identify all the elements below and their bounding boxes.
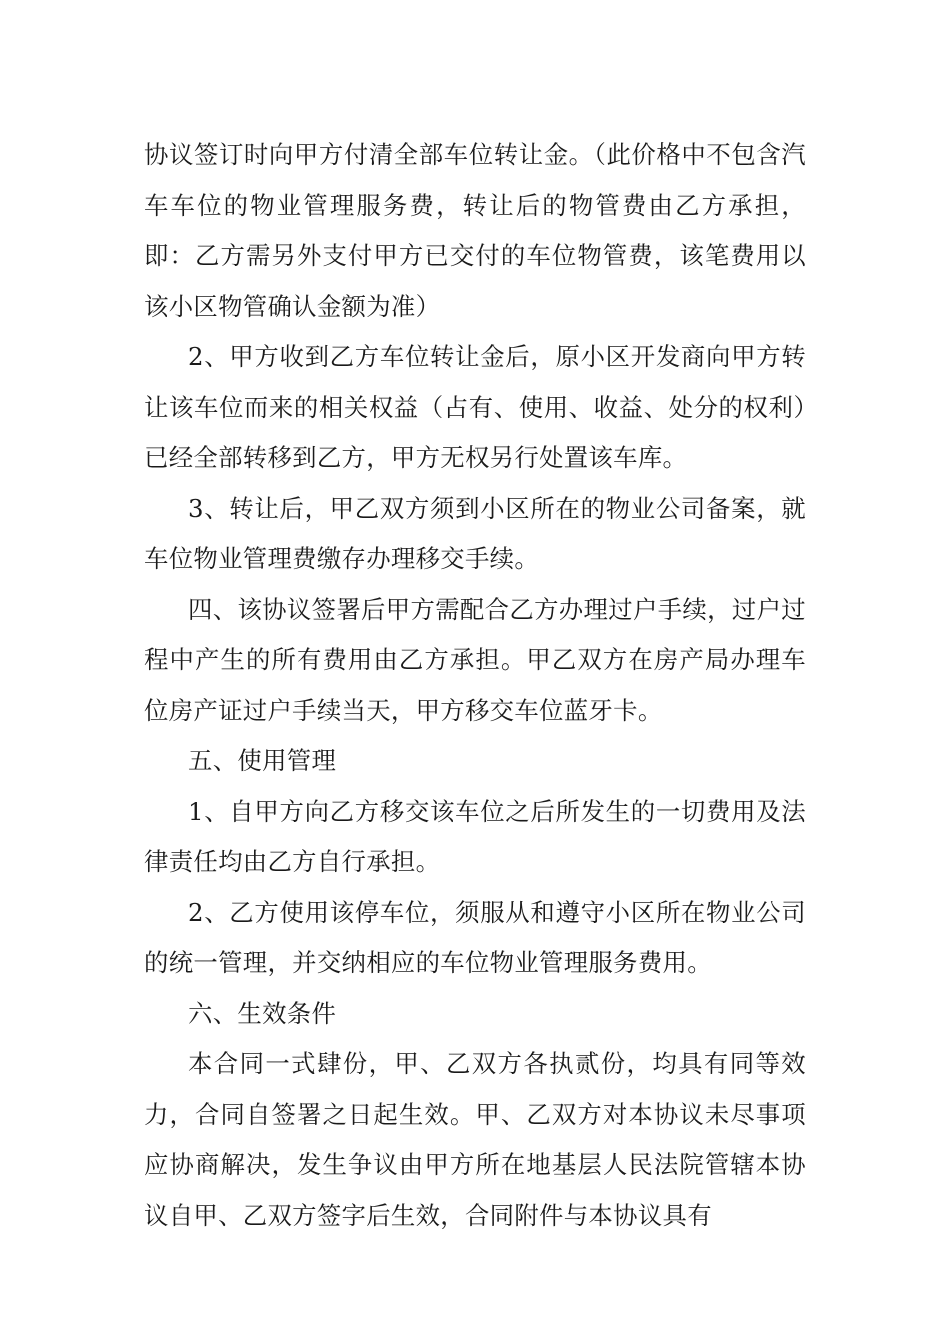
paragraph-payment-terms: 协议签订时向甲方付清全部车位转让金。（此价格中不包含汽车车位的物业管理服务费，转让后的物管费由乙方承担，即：乙方需另外支付甲方已交付的车位物管费，该笔费用以该小区物管确认金额为准） xyxy=(144,140,806,321)
heading-effective-conditions: 六、生效条件 xyxy=(188,998,337,1028)
paragraph-effective-terms: 本合同一式肆份，甲、乙双方各执贰份，均具有同等效力，合同自签署之日起生效。甲、乙双方对本协议未尽事项应协商解决，发生争议由甲方所在地基层人民法院管辖本协议自甲、乙双方签字后生效，合同附件与本协议具有 xyxy=(144,1049,806,1230)
paragraph-usage-costs: 1、自甲方向乙方移交该车位之后所发生的一切费用及法律责任均由乙方自行承担。 xyxy=(144,796,806,876)
heading-usage-management: 五、使用管理 xyxy=(188,746,337,775)
paragraph-rights-transfer: 2、甲方收到乙方车位转让金后，原小区开发商向甲方转让该车位而来的相关权益（占有、使用、收益、处分的权利）已经全部转移到乙方，甲方无权另行处置该车库。 xyxy=(144,342,806,472)
paragraph-property-filing: 3、转让后，甲乙双方须到小区所在的物业公司备案，就车位物业管理费缴存办理移交手续。 xyxy=(144,493,806,573)
document-body xyxy=(144,130,806,1241)
paragraph-usage-rules: 2、乙方使用该停车位，须服从和遵守小区所在物业公司的统一管理，并交纳相应的车位物业管理服务费用。 xyxy=(144,897,806,977)
paragraph-section-four: 四、该协议签署后甲方需配合乙方办理过户手续，过户过程中产生的所有费用由乙方承担。甲乙双方在房产局办理车位房产证过户手续当天，甲方移交车位蓝牙卡。 xyxy=(144,594,806,725)
